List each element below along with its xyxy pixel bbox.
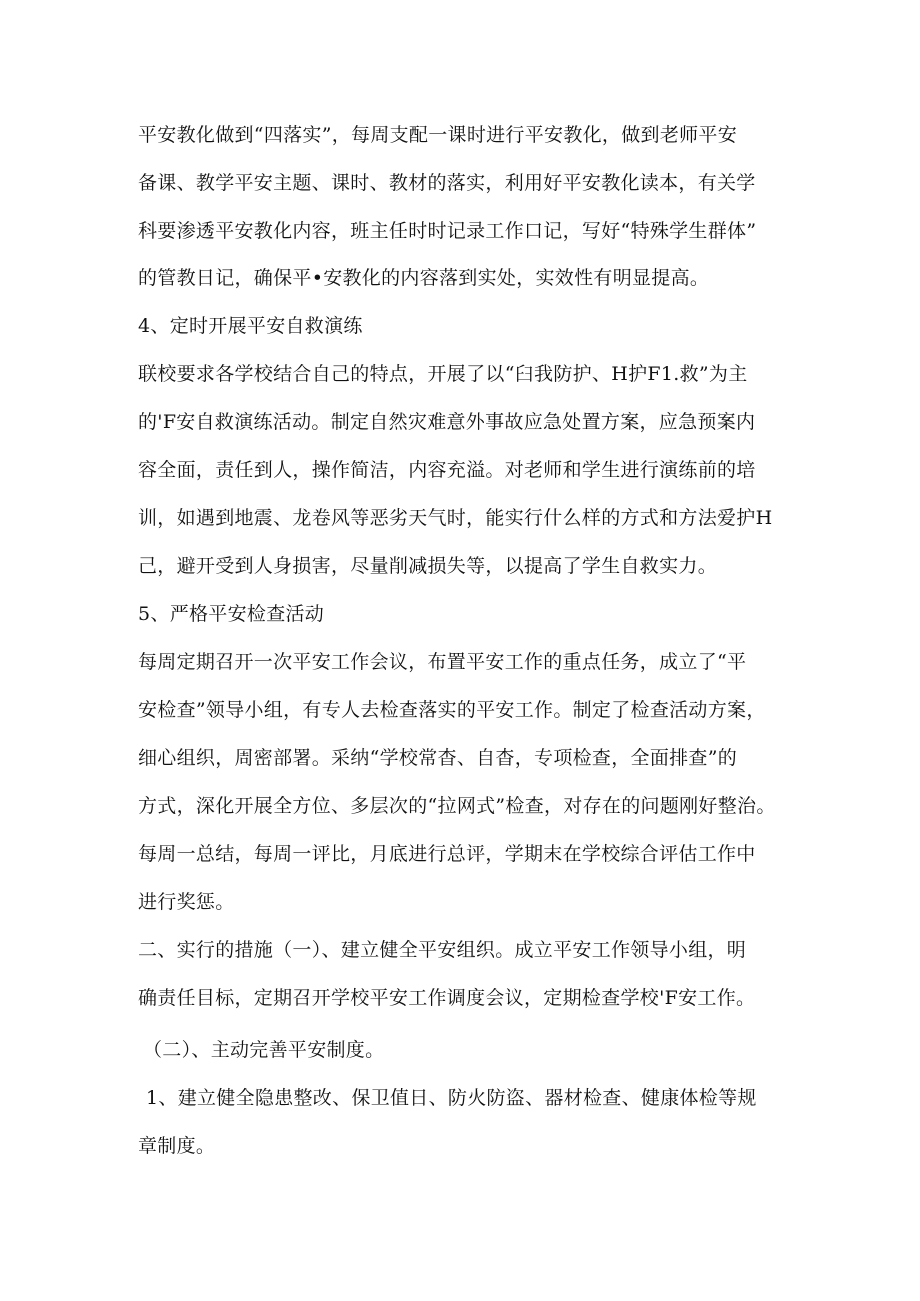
- paragraph-line: 平安教化做到“四落实”，每周支配一课时进行平安教化，做到老师平安: [138, 124, 738, 146]
- paragraph-line: 进行奖惩。: [138, 891, 235, 913]
- paragraph-line: 细心组织，周密部署。采纳“学校常杳、自杳，专项检查，全面排查”的: [138, 747, 738, 769]
- paragraph-line: 安检查”领导小组，有专人去检查落实的平安工作。制定了检查活动方案，: [138, 699, 766, 721]
- paragraph-line: 章制度。: [138, 1135, 216, 1157]
- paragraph-line: 备课、教学平安主题、课时、教材的落实，利用好平安教化读本，有关学: [138, 172, 756, 194]
- paragraph-line: 二、实行的措施（一）、建立健全平安组织。成立平安工作领导小组，明: [138, 939, 747, 961]
- section-heading: 5、严格平安检查活动: [138, 603, 325, 625]
- subsection-heading: （二）、主动完善平安制度。: [143, 1039, 385, 1061]
- paragraph-line: 确责任目标，定期召开学校平安工作调度会议，定期检查学校'F安工作。: [138, 987, 756, 1009]
- section-heading: 4、定时开展平安自救演练: [138, 315, 363, 337]
- paragraph-line: 己，避开受到人身损害，尽量削减损失等，以提高了学生自救实力。: [138, 555, 718, 577]
- paragraph-line: 1、建立健全隐患整改、保卫值日、防火防盗、器材检查、健康体检等规: [146, 1087, 757, 1109]
- paragraph-line: 训，如遇到地震、龙卷风等恶劣天气时，能实行什么样的方式和方法爱护H: [138, 507, 773, 529]
- paragraph-line: 每周定期召开一次平安工作会议，布置平安工作的重点任务，成立了“平: [138, 651, 747, 673]
- paragraph-line: 联校要求各学校结合自己的特点，开展了以“臼我防护、H护F1.救”为主: [138, 363, 748, 385]
- paragraph-line: 每周一总结，每周一评比，月底进行总评，学期末在学校综合评估工作中: [138, 843, 756, 865]
- paragraph-line: 科要渗透平安教化内容，班主任时时记录工作口记，写好“特殊学生群体”: [138, 220, 757, 242]
- paragraph-line: 的'F安自救演练活动。制定自然灾难意外事故应急处置方案，应急预案内: [138, 411, 756, 433]
- paragraph-line: 的管教日记，确保平•安教化的内容落到实处，实效性有明显提高。: [138, 267, 710, 289]
- paragraph-line: 方式，深化开展全方位、多层次的“拉网式”检查，对存在的问题刚好整治。: [138, 795, 776, 817]
- paragraph-line: 容全面，责任到人，操作简洁，内容充溢。对老师和学生进行演练前的培: [138, 459, 756, 481]
